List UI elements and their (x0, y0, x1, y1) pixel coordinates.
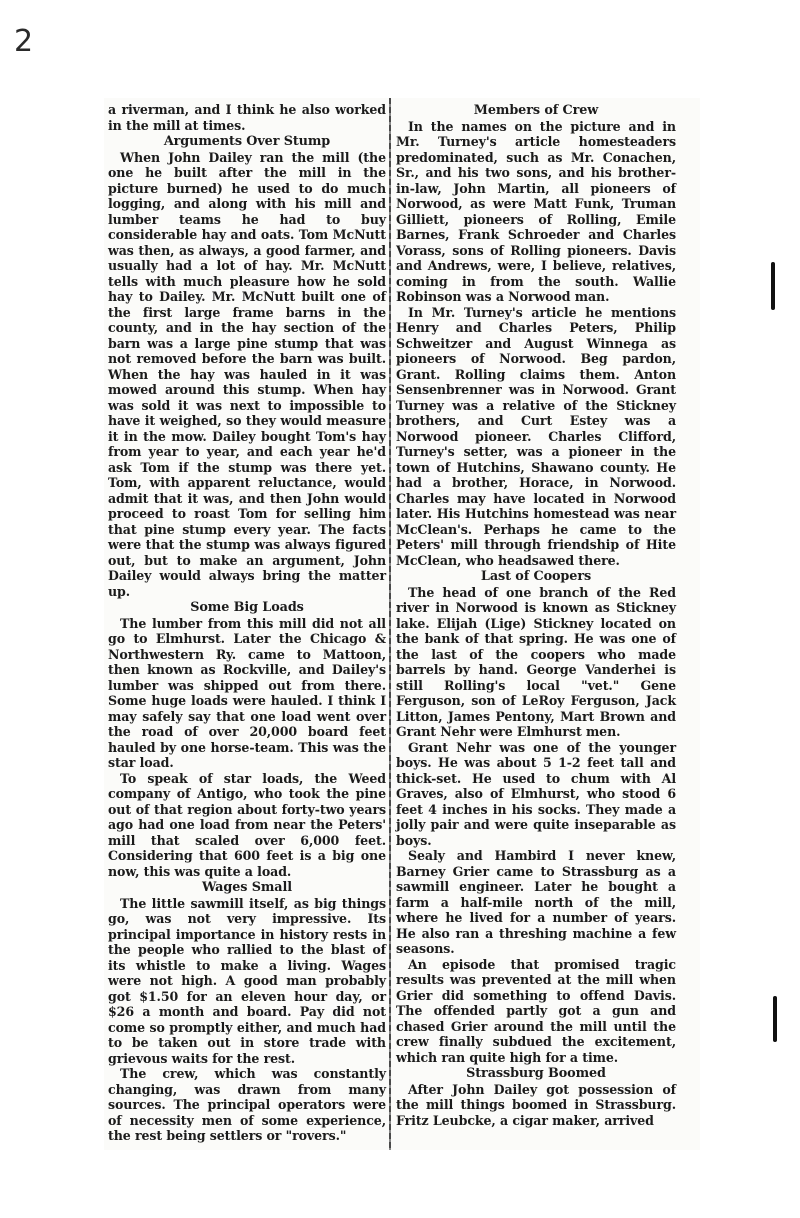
margin-mark (773, 996, 777, 1042)
section-heading-members: Members of Crew (473, 103, 599, 118)
paragraph: When John Dailey ran the mill (the one he built after the mill in the picture burned) he used to do much logging, and along with his mill and lumber teams he had to buy considerable hay and oats. Tom McNutt was then, as always, a good farmer, and usually had a lot of hay. Mr. McNutt tells with much pleasure how he sold hay to Dailey. Mr. McNutt built one of the first large frame barns in the county, and in the hay section of the barn was a large pine stump that was not removed before the barn was built. When the hay was hauled in it was mowed around this stump. When hay was sold it was next to impossible to have it weighed, so they would measure it in the mow. Dailey bought Tom's hay from year to year, and each year he'd ask Tom if the stump was there yet. Tom, with apparent reluctance, would admit that it was, and then John would proceed to roast Tom for selling him that pine stump every year. The facts were that the stump was always figured out, but to make an argument, John Dailey would always bring the matter up. (108, 149, 386, 599)
section-heading-wages: Wages Small (202, 880, 292, 895)
left-intro-paragraph: a riverman, and I think he also worked in the mill at times. (108, 102, 386, 133)
column-divider (389, 98, 391, 1150)
section-heading-coopers: Last of Coopers (480, 569, 592, 584)
left-column (108, 102, 386, 1144)
paragraph: The crew, which was constantly changing, was drawn from many sources. The principal operators were of necessity men of some experience, the rest being settlers or "rovers." (108, 1066, 386, 1143)
section-heading-big-loads: Some Big Loads (190, 600, 304, 615)
paragraph: To speak of star loads, the Weed company of Antigo, who took the pine out of that region about forty-two years ago had one load from near the Peters' mill that scaled over 6,000 feet. Considering that 600 feet is a big one now, this was quite a load. (108, 770, 386, 879)
newspaper-clipping (104, 98, 700, 1150)
paragraph: After John Dailey got possession of the mill things boomed in Strassburg. Fritz Leubcke, a cigar maker, arrived (396, 1081, 676, 1128)
section-heading-arguments: Arguments Over Stump (163, 134, 331, 149)
margin-mark (771, 262, 775, 310)
paragraph: The lumber from this mill did not all go to Elmhurst. Later the Chicago & Northwestern Ry. came to Mattoon, then known as Rockville, and Dailey's lumber was shipped out from there. Some huge loads were hauled. I think I may safely say that one load went over the road of over 20,000 board feet hauled by one horse-team. This was the star load. (108, 615, 386, 770)
section-heading-strassburg: Strassburg Boomed (466, 1066, 606, 1081)
paragraph: Grant Nehr was one of the younger boys. He was about 5 1-2 feet tall and thick-set. He used to chum with Al Graves, also of Elmhurst, who stood 6 feet 4 inches in his socks. They made a jolly pair and were quite inseparable as boys. (396, 739, 676, 848)
paragraph: In the names on the picture and in Mr. Turney's article homesteaders predominated, such as Mr. Conachen, Sr., and his two sons, and his brother-in-law, John Martin, all pioneers of Norwood, as were Matt Funk, Truman Gilliett, pioneers of Rolling, Emile Barnes, Frank Schroeder and Charles Vorass, sons of Rolling pioneers. Davis and Andrews, were, I believe, relatives, coming in from the south. Wallie Robinson was a Norwood man. (396, 118, 676, 304)
paragraph: The head of one branch of the Red river in Norwood is known as Stickney lake. Elijah (Lige) Stickney located on the bank of that spring. He was one of the last of the coopers who made barrels by hand. George Vanderhei is still Rolling's local "vet." Gene Ferguson, son of LeRoy Ferguson, Jack Litton, James Pentony, Mart Brown and Grant Nehr were Elmhurst men. (396, 584, 676, 739)
page-number: 2 (14, 24, 34, 59)
paragraph: In Mr. Turney's article he mentions Henry and Charles Peters, Philip Schweitzer and August Winnega as pioneers of Norwood. Beg pardon, Grant. Rolling claims them. Anton Sensenbrenner was in Norwood. Grant Turney was a relative of the Stickney brothers, and Curt Estey was a Norwood pioneer. Charles Clifford, Turney's setter, was a pioneer in the town of Hutchins, Shawano county. He had a brother, Horace, in Norwood. Charles may have located in Norwood later. His Hutchins homestead was near McClean's. Perhaps he came to the Peters' mill through friendship of Hite McClean, who headsawed there. (396, 304, 676, 568)
paragraph: Sealy and Hambird I never knew, Barney Grier came to Strassburg as a sawmill engineer. Later he bought a farm a half-mile north of the mill, where he lived for a number of years. He also ran a threshing machine a few seasons. (396, 848, 676, 956)
paragraph: An episode that promised tragic results was prevented at the mill when Grier did something to offend Davis. The offended partly got a gun and chased Grier around the mill until the crew finally subdued the excitement, which ran quite high for a time. (396, 956, 676, 1065)
paragraph: The little sawmill itself, as big things go, was not very impressive. Its principal importance in history rests in the people who rallied to the blast of its whistle to make a living. Wages were not high. A good man probably got $1.50 for an eleven hour day, or $26 a month and board. Pay did not come so promptly either, and much had to be taken out in store trade with grievous waits for the rest. (108, 895, 386, 1066)
right-column (396, 102, 676, 1128)
